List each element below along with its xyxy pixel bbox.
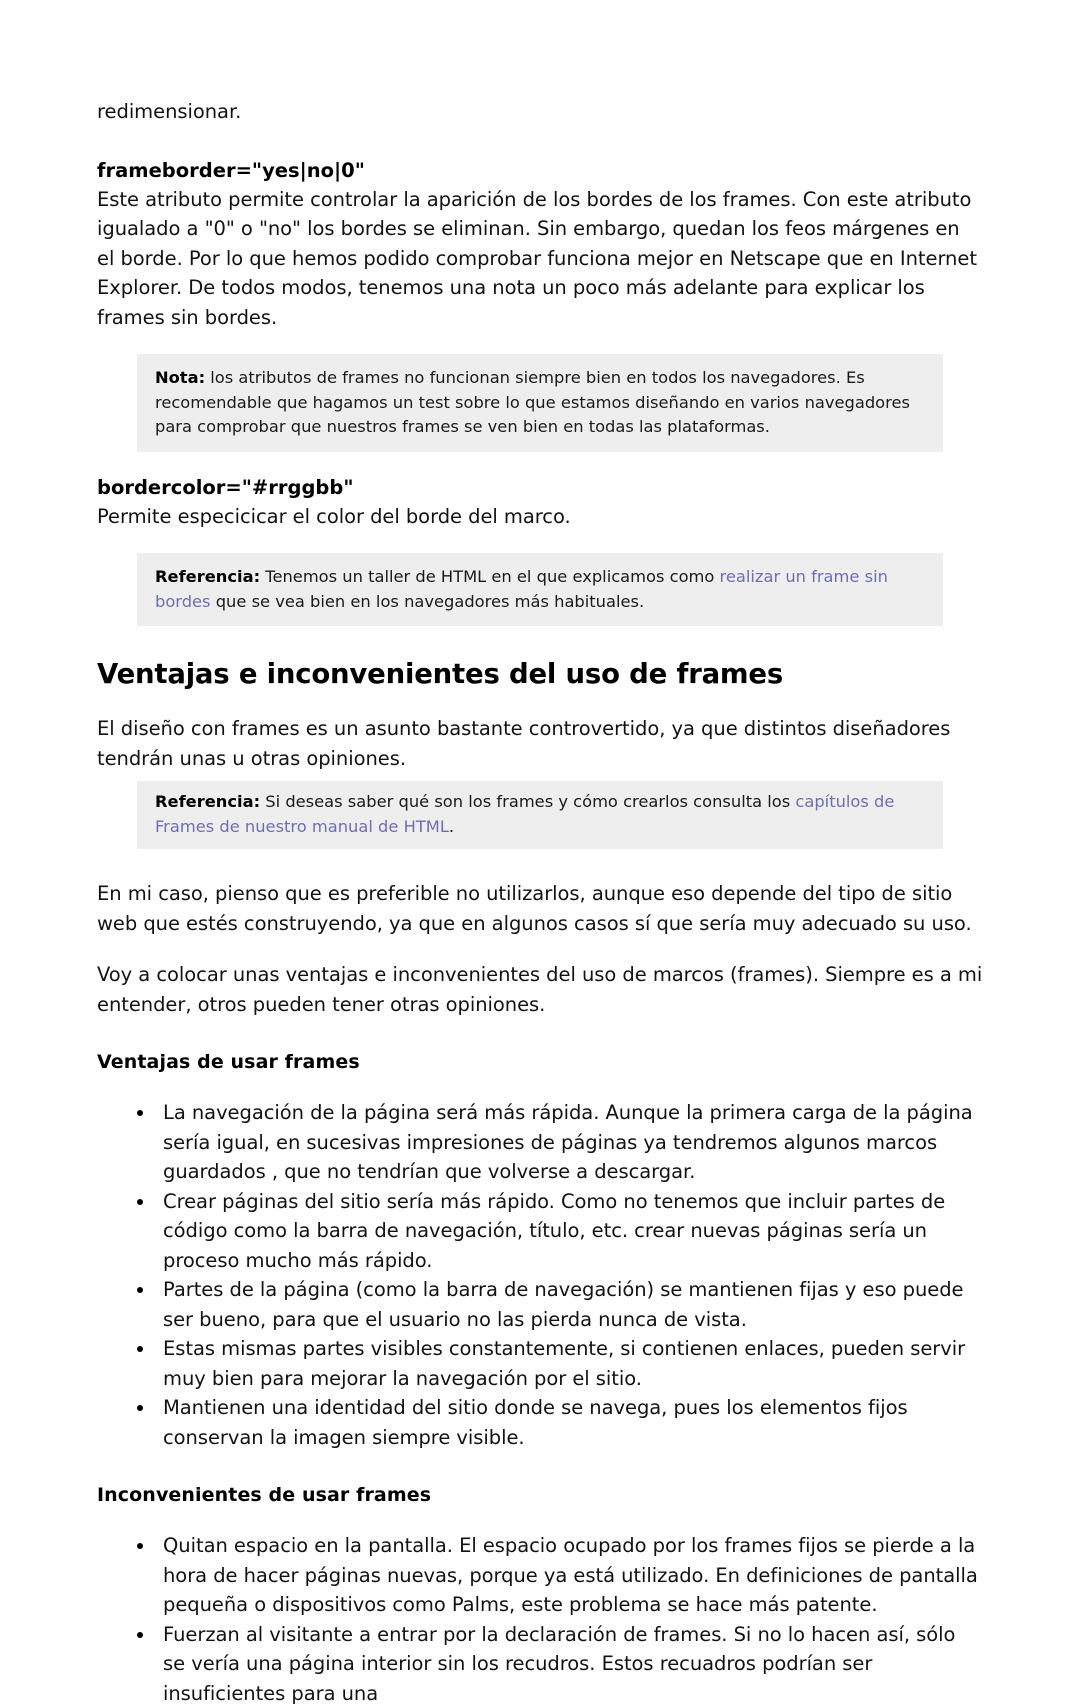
spacer [97, 626, 983, 656]
callout-lead-label: Nota: [155, 368, 205, 387]
list-item: Mantienen una identidad del sitio donde se navega, pues los elementos fijos conservan la imagen siempre visible. [97, 1393, 983, 1452]
spacer [97, 332, 983, 354]
spacer [97, 1019, 983, 1049]
callout-lead-label: Referencia: [155, 567, 260, 586]
spacer [97, 773, 983, 781]
spacer [97, 1452, 983, 1482]
attribute-heading-bordercolor: bordercolor="#rrggbb" [97, 474, 983, 502]
callout-body-text: los atributos de frames no funcionan siempre bien en todos los navegadores. Es recomendable que hagamos un test sobre lo que estamos diseñando en varios navegadores para comprobar que nuestros frames se ven bien en todas las plataformas. [155, 368, 910, 436]
link-capitulos-frames[interactable]: capítulos de Frames de nuestro manual de HTML [155, 792, 894, 836]
list-item: Fuerzan al visitante a entrar por la declaración de frames. Si no lo hacen así, sólo se vería una página interior sin los recudros. Estos recuadros podrían ser insuficientes para una [97, 1620, 983, 1708]
attribute-heading-frameborder: frameborder="yes|no|0" [97, 157, 983, 185]
list-inconvenientes [97, 1531, 983, 1708]
attribute-body-bordercolor: Permite especicicar el color del borde del marco. [97, 502, 983, 532]
document-content-column [97, 97, 983, 1708]
list-item: La navegación de la página será más rápida. Aunque la primera carga de la página sería igual, en sucesivas impresiones de páginas ya tendremos algunos marcos guardados , que no tendrían que volverse a descargar. [97, 1098, 983, 1187]
spacer [97, 1509, 983, 1531]
callout-text-after-link: . [449, 817, 454, 836]
link-frame-sin-bordes[interactable]: realizar un frame sin bordes [155, 567, 888, 611]
spacer [97, 1076, 983, 1098]
subheading-inconvenientes: Inconvenientes de usar frames [97, 1482, 983, 1509]
paragraph-intent: Voy a colocar unas ventajas e inconvenientes del uso de marcos (frames). Siempre es a mi entender, otros pueden tener otras opiniones. [97, 960, 983, 1019]
spacer [97, 692, 983, 714]
attribute-body-frameborder: Este atributo permite controlar la aparición de los bordes de los frames. Con este atributo igualado a "0" o "no" los bordes se eliminan. Sin embargo, quedan los feos márgenes en el borde. Por lo que hemos podido comprobar funciona mejor en Netscape que en Internet Explorer. De todos modos, tenemos una nota un poco más adelante para explicar los frames sin bordes. [97, 185, 983, 333]
callout-referencia-taller [137, 553, 943, 626]
list-item: Estas mismas partes visibles constantemente, si contienen enlaces, pueden servir muy bien para mejorar la navegación por el sitio. [97, 1334, 983, 1393]
list-ventajas [97, 1098, 983, 1452]
paragraph-opinion: En mi caso, pienso que es preferible no utilizarlos, aunque eso depende del tipo de sitio web que estés construyendo, ya que en algunos casos sí que sería muy adecuado su uso. [97, 879, 983, 938]
list-item: Quitan espacio en la pantalla. El espacio ocupado por los frames fijos se pierde a la hora de hacer páginas nuevas, porque ya está utilizado. En definiciones de pantalla pequeña o dispositivos como Palms, este problema se hace más patente. [97, 1531, 983, 1620]
callout-referencia-manual [137, 781, 943, 849]
list-item: Partes de la página (como la barra de navegación) se mantienen fijas y eso puede ser bueno, para que el usuario no las pierda nunca de vista. [97, 1275, 983, 1334]
subheading-ventajas: Ventajas de usar frames [97, 1049, 983, 1076]
spacer [97, 531, 983, 553]
spacer [97, 938, 983, 960]
list-item: Crear páginas del sitio sería más rápido. Como no tenemos que incluir partes de código como la barra de navegación, título, etc. crear nuevas páginas sería un proceso mucho más rápido. [97, 1187, 983, 1276]
spacer [97, 127, 983, 157]
callout-lead-label: Referencia: [155, 792, 260, 811]
continuation-text: redimensionar. [97, 97, 983, 127]
callout-text-after-link: que se vea bien en los navegadores más habituales. [211, 592, 645, 611]
spacer [97, 849, 983, 879]
callout-text-before-link: Si deseas saber qué son los frames y cómo crearlos consulta los [260, 792, 795, 811]
spacer [97, 452, 983, 474]
section-heading-ventajas-inconvenientes: Ventajas e inconvenientes del uso de frames [97, 656, 983, 692]
paragraph-intro: El diseño con frames es un asunto bastante controvertido, ya que distintos diseñadores tendrán unas u otras opiniones. [97, 714, 983, 773]
callout-nota-frames [137, 354, 943, 452]
callout-text-before-link: Tenemos un taller de HTML en el que explicamos como [260, 567, 719, 586]
